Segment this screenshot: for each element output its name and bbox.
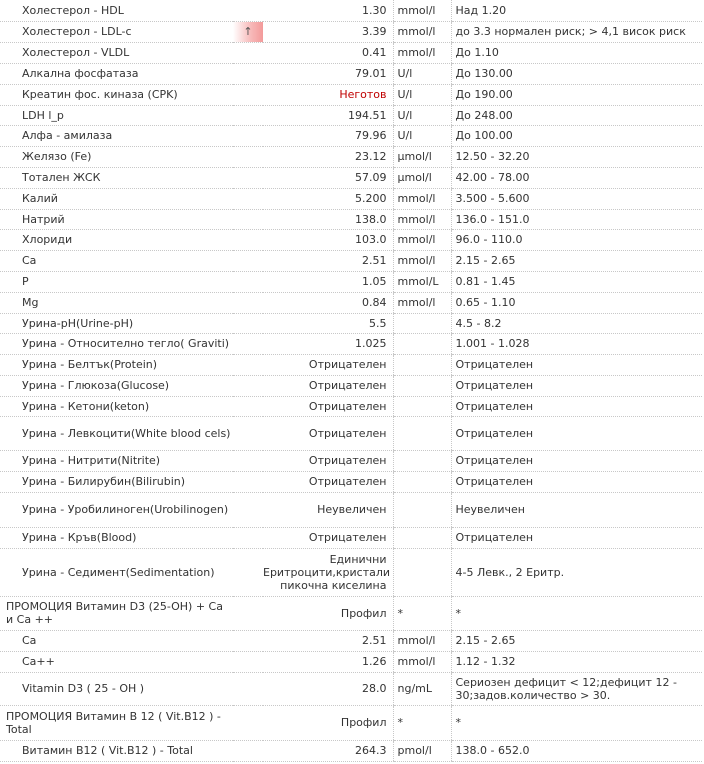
test-name: Хлориди — [0, 229, 233, 250]
reference-range: Отрицателен — [451, 354, 702, 375]
test-name: Ca — [0, 630, 233, 651]
table-row — [0, 271, 702, 292]
result-value: Отрицателен — [263, 396, 393, 416]
flag-cell — [233, 229, 263, 250]
reference-range: 2.15 - 2.65 — [451, 630, 702, 651]
test-name: Ca++ — [0, 651, 233, 672]
flag-cell — [233, 705, 263, 740]
test-name: Холестерол - LDL-c — [0, 21, 233, 42]
table-row — [0, 672, 702, 705]
unit: mmol/l — [393, 188, 451, 209]
flag-cell — [233, 209, 263, 229]
result-value: 0.84 — [263, 292, 393, 313]
reference-range: Над 1.20 — [451, 0, 702, 21]
flag-cell — [233, 84, 263, 105]
reference-range: 0.81 - 1.45 — [451, 271, 702, 292]
reference-range: Неувеличен — [451, 492, 702, 527]
flag-cell — [233, 250, 263, 271]
reference-range: До 190.00 — [451, 84, 702, 105]
table-row — [0, 167, 702, 188]
test-name: Урина - Уробилиноген(Urobilinogen) — [0, 492, 233, 527]
test-name: Алфа - амилаза — [0, 125, 233, 146]
test-name: Урина - Нитрити(Nitrite) — [0, 450, 233, 471]
unit — [393, 375, 451, 396]
result-value: 194.51 — [263, 105, 393, 125]
table-row — [0, 471, 702, 492]
reference-range: До 248.00 — [451, 105, 702, 125]
table-row — [0, 375, 702, 396]
flag-cell — [233, 596, 263, 630]
result-value: 1.30 — [263, 0, 393, 21]
flag-cell — [233, 450, 263, 471]
flag-cell — [233, 492, 263, 527]
unit: mmol/l — [393, 21, 451, 42]
test-name: Калий — [0, 188, 233, 209]
result-value: 5.200 — [263, 188, 393, 209]
test-name: Mg — [0, 292, 233, 313]
reference-range: 12.50 - 32.20 — [451, 146, 702, 167]
reference-range: Отрицателен — [451, 471, 702, 492]
reference-range: * — [451, 705, 702, 740]
table-row — [0, 146, 702, 167]
reference-range: 4-5 Левк., 2 Еритр. — [451, 548, 702, 596]
table-row — [0, 548, 702, 596]
result-value: Неувеличен — [263, 492, 393, 527]
test-name: Урина - Седимент(Sedimentation) — [0, 548, 233, 596]
result-value: 2.51 — [263, 250, 393, 271]
high-flag-arrow-icon: ↑ — [233, 21, 263, 42]
unit: mmol/l — [393, 651, 451, 672]
flag-cell — [233, 42, 263, 63]
flag-cell — [233, 271, 263, 292]
unit: mmol/l — [393, 292, 451, 313]
test-name: Холестерол - HDL — [0, 0, 233, 21]
table-row — [0, 229, 702, 250]
unit: µmol/l — [393, 146, 451, 167]
result-value: 57.09 — [263, 167, 393, 188]
result-value: 2.51 — [263, 630, 393, 651]
unit — [393, 527, 451, 548]
test-name: Креатин фос. киназа (CPK) — [0, 84, 233, 105]
table-row — [0, 125, 702, 146]
reference-range: 3.500 - 5.600 — [451, 188, 702, 209]
reference-range: Отрицателен — [451, 375, 702, 396]
test-name: Урина-pH(Urine-pH) — [0, 313, 233, 333]
flag-cell — [233, 740, 263, 761]
unit — [393, 416, 451, 450]
test-name: Урина - Левкоцити(White blood cels) — [0, 416, 233, 450]
flag-cell — [233, 548, 263, 596]
table-row — [0, 42, 702, 63]
flag-cell — [233, 471, 263, 492]
unit — [393, 396, 451, 416]
result-value: 138.0 — [263, 209, 393, 229]
result-value: 103.0 — [263, 229, 393, 250]
result-value: 1.025 — [263, 333, 393, 354]
reference-range: Отрицателен — [451, 527, 702, 548]
unit: mmol/l — [393, 209, 451, 229]
unit — [393, 313, 451, 333]
unit — [393, 333, 451, 354]
unit — [393, 354, 451, 375]
table-row — [0, 630, 702, 651]
reference-range: Отрицателен — [451, 416, 702, 450]
flag-cell — [233, 125, 263, 146]
unit: U/l — [393, 84, 451, 105]
reference-range: 138.0 - 652.0 — [451, 740, 702, 761]
unit — [393, 548, 451, 596]
table-row — [0, 21, 702, 42]
table-row — [0, 105, 702, 125]
test-name: Урина - Кетони(keton) — [0, 396, 233, 416]
unit: U/l — [393, 63, 451, 84]
result-value: 23.12 — [263, 146, 393, 167]
table-row — [0, 354, 702, 375]
unit: U/l — [393, 105, 451, 125]
result-value: Отрицателен — [263, 471, 393, 492]
test-name: Урина - Глюкоза(Glucose) — [0, 375, 233, 396]
test-name: Урина - Относително тегло( Graviti) — [0, 333, 233, 354]
group-name: ПРОМОЦИЯ Витамин В 12 ( Vit.B12 ) - Total — [0, 705, 233, 740]
result-value: Профил — [263, 596, 393, 630]
test-name: Натрий — [0, 209, 233, 229]
flag-cell — [233, 63, 263, 84]
reference-range: * — [451, 596, 702, 630]
flag-cell — [233, 146, 263, 167]
reference-range: 136.0 - 151.0 — [451, 209, 702, 229]
reference-range: 1.001 - 1.028 — [451, 333, 702, 354]
flag-cell — [233, 375, 263, 396]
unit: * — [393, 705, 451, 740]
reference-range: до 3.3 нормален риск; > 4,1 висок риск — [451, 21, 702, 42]
unit: mmol/l — [393, 0, 451, 21]
reference-range: 2.15 - 2.65 — [451, 250, 702, 271]
unit: µmol/l — [393, 167, 451, 188]
flag-cell — [233, 354, 263, 375]
flag-cell — [233, 313, 263, 333]
result-value: Профил — [263, 705, 393, 740]
flag-cell — [233, 333, 263, 354]
flag-cell — [233, 105, 263, 125]
reference-range: До 100.00 — [451, 125, 702, 146]
result-value: Отрицателен — [263, 450, 393, 471]
unit: mmol/l — [393, 229, 451, 250]
unit: mmol/L — [393, 271, 451, 292]
result-value: 1.05 — [263, 271, 393, 292]
test-name: Тотален ЖСК — [0, 167, 233, 188]
result-value: Отрицателен — [263, 416, 393, 450]
flag-cell — [233, 188, 263, 209]
flag-cell — [233, 396, 263, 416]
reference-range: 42.00 - 78.00 — [451, 167, 702, 188]
test-name: Урина - Билирубин(Bilirubin) — [0, 471, 233, 492]
flag-cell — [233, 416, 263, 450]
table-row — [0, 651, 702, 672]
test-name: P — [0, 271, 233, 292]
flag-cell — [233, 0, 263, 21]
result-value: 5.5 — [263, 313, 393, 333]
test-name: Урина - Белтък(Protein) — [0, 354, 233, 375]
result-value: 3.39 — [263, 21, 393, 42]
reference-range: До 1.10 — [451, 42, 702, 63]
flag-cell — [233, 292, 263, 313]
reference-range: Сериозен дефицит < 12;дефицит 12 - 30;задов.количество > 30. — [451, 672, 702, 705]
test-name: Ca — [0, 250, 233, 271]
unit — [393, 471, 451, 492]
unit: mmol/l — [393, 250, 451, 271]
result-value: Отрицателен — [263, 527, 393, 548]
table-row — [0, 416, 702, 450]
unit: pmol/l — [393, 740, 451, 761]
reference-range: 0.65 - 1.10 — [451, 292, 702, 313]
table-row — [0, 450, 702, 471]
table-row — [0, 492, 702, 527]
reference-range: 1.12 - 1.32 — [451, 651, 702, 672]
unit: * — [393, 596, 451, 630]
group-name: ПРОМОЦИЯ Витамин D3 (25-OH) + Ca и Ca ++ — [0, 596, 233, 630]
table-row — [0, 209, 702, 229]
table-row — [0, 527, 702, 548]
table-row — [0, 0, 702, 21]
result-value: Неготов — [263, 84, 393, 105]
test-name: Vitamin D3 ( 25 - OH ) — [0, 672, 233, 705]
table-row — [0, 84, 702, 105]
table-row — [0, 740, 702, 761]
table-row — [0, 63, 702, 84]
table-row — [0, 313, 702, 333]
unit — [393, 492, 451, 527]
result-value: 0.41 — [263, 42, 393, 63]
flag-cell — [233, 672, 263, 705]
reference-range: Отрицателен — [451, 396, 702, 416]
result-value: 28.0 — [263, 672, 393, 705]
table-row — [0, 250, 702, 271]
unit: U/l — [393, 125, 451, 146]
test-name: Витамин B12 ( Vit.B12 ) - Total — [0, 740, 233, 761]
unit: mmol/l — [393, 630, 451, 651]
flag-cell — [233, 630, 263, 651]
table-row — [0, 292, 702, 313]
table-row — [0, 396, 702, 416]
table-row — [0, 188, 702, 209]
test-name: Желязо (Fe) — [0, 146, 233, 167]
result-value: Единични Еритроцити,кристали пикочна киселина — [263, 548, 393, 596]
result-value: 79.01 — [263, 63, 393, 84]
unit — [393, 450, 451, 471]
result-value: 264.3 — [263, 740, 393, 761]
reference-range: 96.0 - 110.0 — [451, 229, 702, 250]
test-name: Холестерол - VLDL — [0, 42, 233, 63]
test-name: Алкална фосфатаза — [0, 63, 233, 84]
reference-range: До 130.00 — [451, 63, 702, 84]
table-row — [0, 333, 702, 354]
table-row — [0, 705, 702, 740]
flag-cell — [233, 167, 263, 188]
result-value: 1.26 — [263, 651, 393, 672]
test-name: LDH l_p — [0, 105, 233, 125]
unit: ng/mL — [393, 672, 451, 705]
reference-range: 4.5 - 8.2 — [451, 313, 702, 333]
result-value: Отрицателен — [263, 354, 393, 375]
flag-cell — [233, 651, 263, 672]
result-value: 79.96 — [263, 125, 393, 146]
test-name: Урина - Кръв(Blood) — [0, 527, 233, 548]
result-value: Отрицателен — [263, 375, 393, 396]
flag-cell — [233, 527, 263, 548]
reference-range: Отрицателен — [451, 450, 702, 471]
table-row — [0, 596, 702, 630]
unit: mmol/l — [393, 42, 451, 63]
